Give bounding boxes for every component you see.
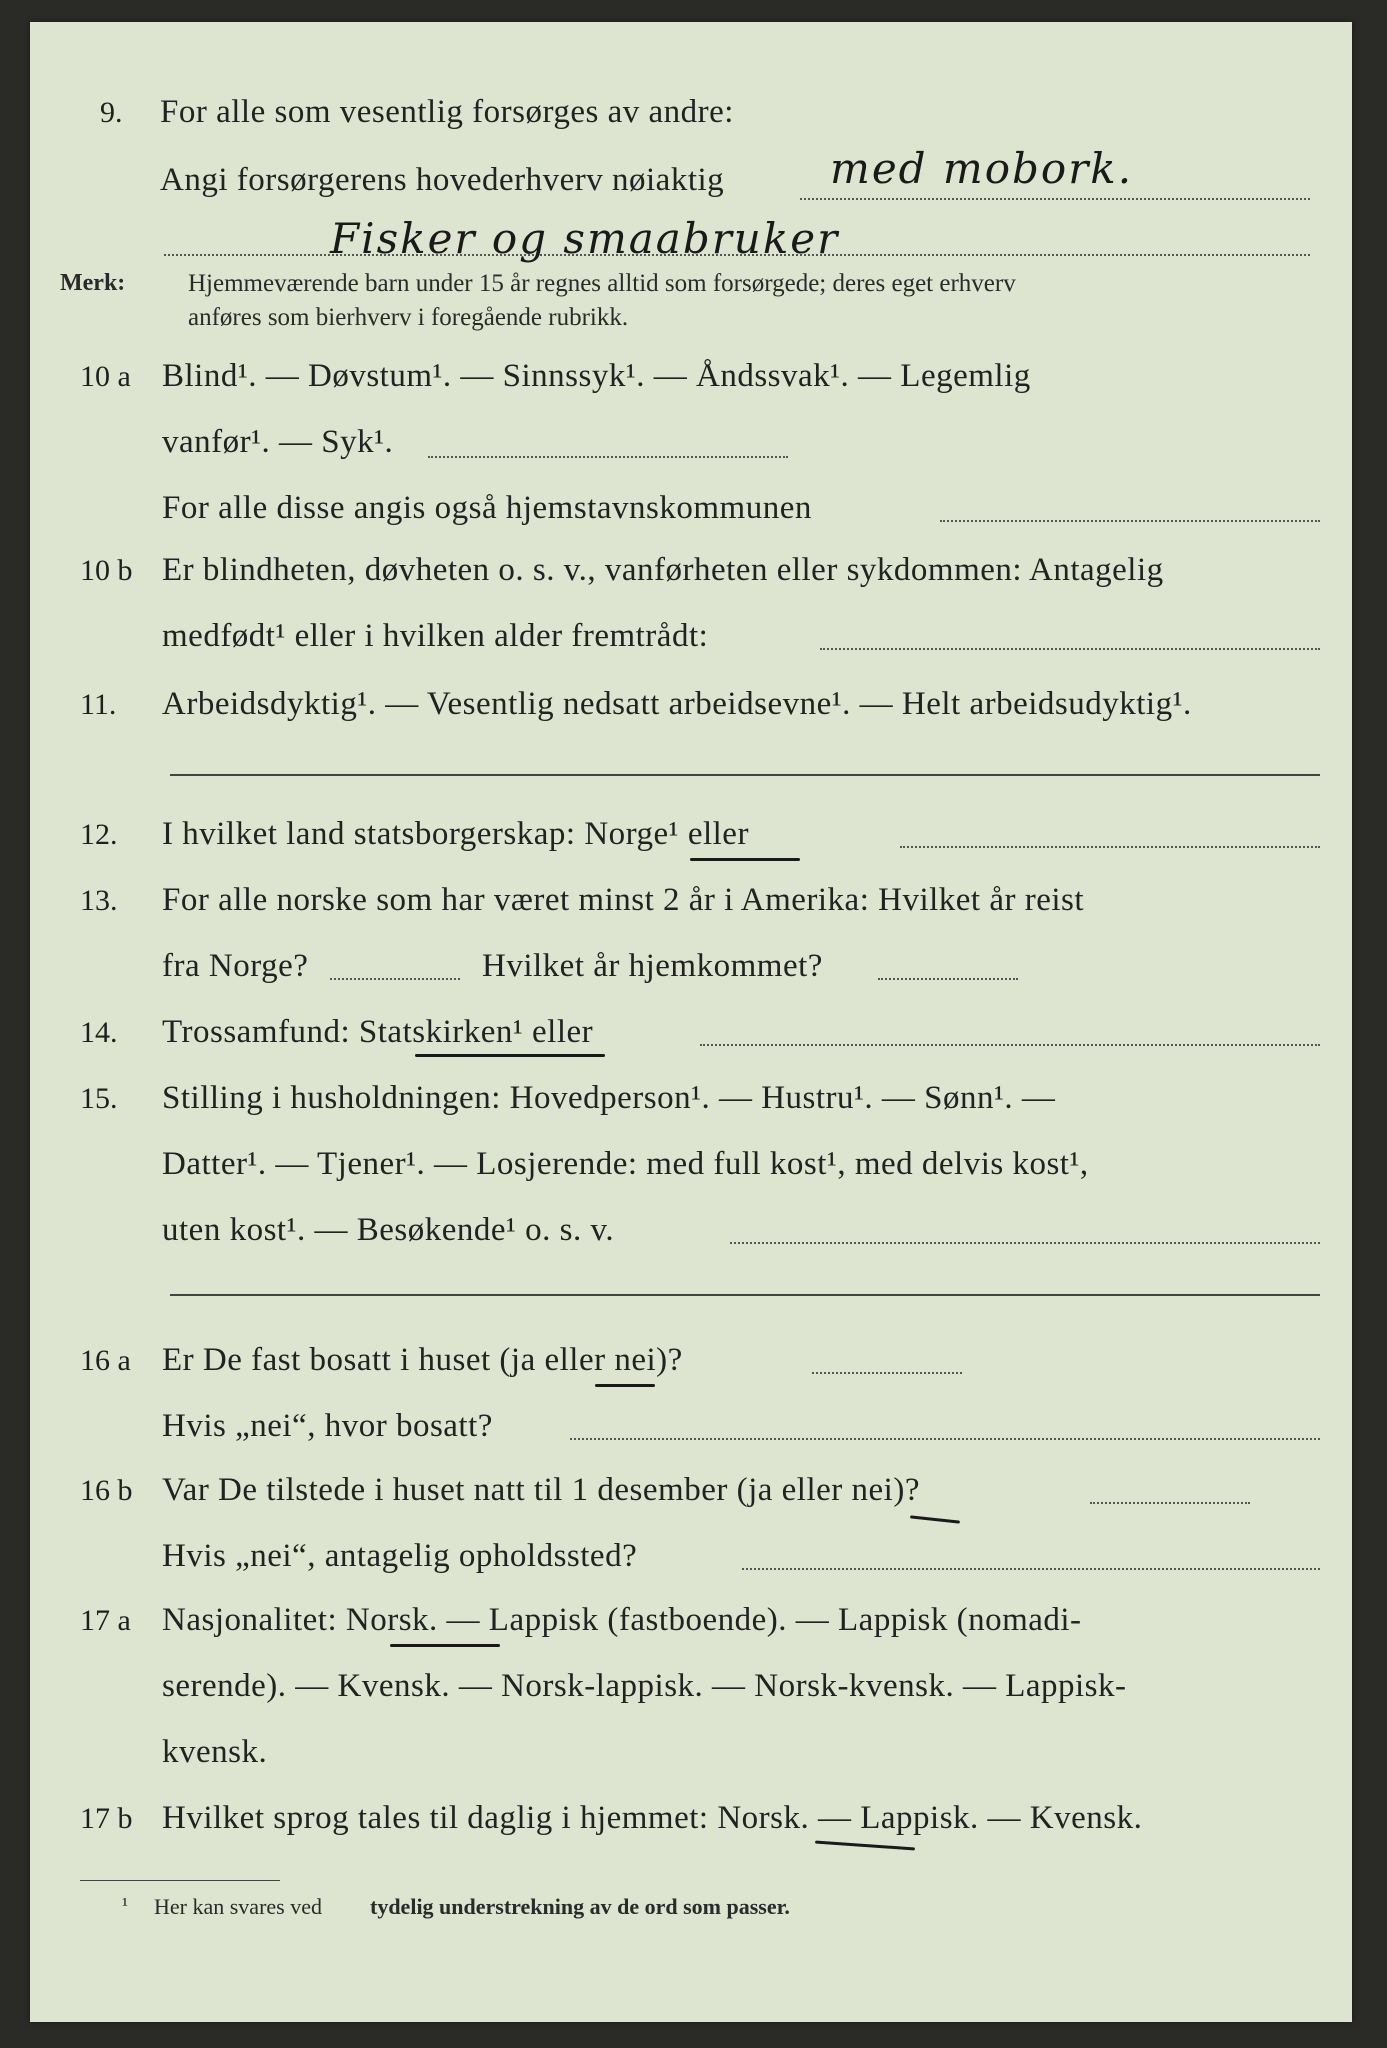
q16b-dotted-line-2 [742, 1568, 1320, 1570]
q14-line1: Trossamfund: Statskirken¹ eller [162, 1014, 594, 1050]
q17b-norsk-underline [815, 1841, 915, 1851]
q10a-dotted-line-2 [940, 520, 1320, 522]
q16a-dotted-line-2 [570, 1438, 1320, 1440]
q12-norge-underline [690, 858, 800, 861]
q16b-dotted-line-1 [1090, 1502, 1250, 1504]
q17a-line3: kvensk. [162, 1734, 268, 1770]
q17a-number: 17 a [80, 1604, 131, 1637]
q9-handwritten-answer-1: med mobork. [830, 144, 1134, 193]
merk-line1: Hjemmeværende barn under 15 år regnes alltid som forsørgede; deres eget erhverv [188, 270, 1016, 297]
q14-statskirken-underline [415, 1054, 605, 1057]
q15-answer-line [170, 1294, 1320, 1296]
q13-line2b: Hvilket år hjemkommet? [482, 948, 823, 984]
q10a-line1: Blind¹. — Døvstum¹. — Sinnssyk¹. — Åndssvak¹. — Legemlig [162, 358, 1031, 394]
q14-dotted-line [700, 1044, 1320, 1046]
footnote-text-bold: tydelig understrekning av de ord som passer. [370, 1894, 790, 1919]
q16a-line1: Er De fast bosatt i huset (ja eller nei)? [162, 1342, 683, 1378]
q17a-line2: serende). — Kvensk. — Norsk-lappisk. — Norsk-kvensk. — Lappisk- [162, 1668, 1127, 1704]
q9-handwritten-answer-2: Fisker og smaabruker [330, 214, 840, 263]
q12-dotted-line [900, 846, 1320, 848]
q9-line1: For alle som vesentlig forsørges av andre: [160, 94, 734, 130]
q9-number: 9. [100, 96, 123, 129]
q10b-line2: medfødt¹ eller i hvilken alder fremtrådt: [162, 618, 709, 654]
q9-dotted-line-1 [800, 198, 1310, 200]
q17a-line1: Nasjonalitet: Norsk. — Lappisk (fastboende). — Lappisk (nomadi- [162, 1602, 1082, 1638]
q10b-dotted-line [820, 648, 1320, 650]
q13-number: 13. [80, 884, 118, 917]
q10a-line2: vanfør¹. — Syk¹. [162, 424, 394, 460]
q13-dotted-line-2 [878, 978, 1018, 980]
merk-label: Merk: [60, 270, 126, 296]
q9-line2: Angi forsørgerens hovederhverv nøiaktig [160, 162, 725, 198]
q17b-number: 17 b [80, 1802, 133, 1835]
q17b-line1: Hvilket sprog tales til daglig i hjemmet: Norsk. — Lappisk. — Kvensk. [162, 1800, 1143, 1836]
footnote-mark: ¹ [122, 1894, 128, 1916]
q16a-number: 16 a [80, 1344, 131, 1377]
q15-dotted-line [730, 1242, 1320, 1244]
q13-line1: For alle norske som har været minst 2 år i Amerika: Hvilket år reist [162, 882, 1085, 918]
q17a-norsk-underline [390, 1644, 500, 1647]
footnote-text-plain: Her kan svares ved [154, 1894, 322, 1919]
q16a-ja-underline [595, 1384, 655, 1387]
q16b-ja-underline [910, 1515, 960, 1523]
census-form-page [30, 22, 1352, 2022]
q16b-number: 16 b [80, 1474, 133, 1507]
q16a-line2: Hvis „nei“, hvor bosatt? [162, 1408, 493, 1444]
q12-number: 12. [80, 818, 118, 851]
footnote-rule [80, 1880, 280, 1881]
q11-line1: Arbeidsdyktig¹. — Vesentlig nedsatt arbeidsevne¹. — Helt arbeidsudyktig¹. [162, 686, 1192, 722]
q16a-dotted-line-1 [812, 1372, 962, 1374]
q10b-number: 10 b [80, 554, 133, 587]
q16b-line1: Var De tilstede i huset natt til 1 desember (ja eller nei)? [162, 1472, 920, 1508]
q12-line1: I hvilket land statsborgerskap: Norge¹ eller [162, 816, 749, 852]
q10b-line1: Er blindheten, døvheten o. s. v., vanførheten eller sykdommen: Antagelig [162, 552, 1164, 588]
merk-line2: anføres som bierhverv i foregående rubrikk. [188, 304, 629, 331]
q11-answer-line [170, 774, 1320, 776]
q15-line3: uten kost¹. — Besøkende¹ o. s. v. [162, 1212, 615, 1248]
q10a-line3: For alle disse angis også hjemstavnskommunen [162, 490, 812, 526]
q10a-dotted-line-1 [428, 456, 788, 458]
q14-number: 14. [80, 1016, 118, 1049]
q15-number: 15. [80, 1082, 118, 1115]
q15-line2: Datter¹. — Tjener¹. — Losjerende: med full kost¹, med delvis kost¹, [162, 1146, 1089, 1182]
q16b-line2: Hvis „nei“, antagelig opholdssted? [162, 1538, 638, 1574]
q13-line2a: fra Norge? [162, 948, 309, 984]
q13-dotted-line-1 [330, 978, 460, 980]
q15-line1: Stilling i husholdningen: Hovedperson¹. — Hustru¹. — Sønn¹. — [162, 1080, 1056, 1116]
q11-number: 11. [80, 688, 117, 721]
q10a-number: 10 a [80, 360, 131, 393]
